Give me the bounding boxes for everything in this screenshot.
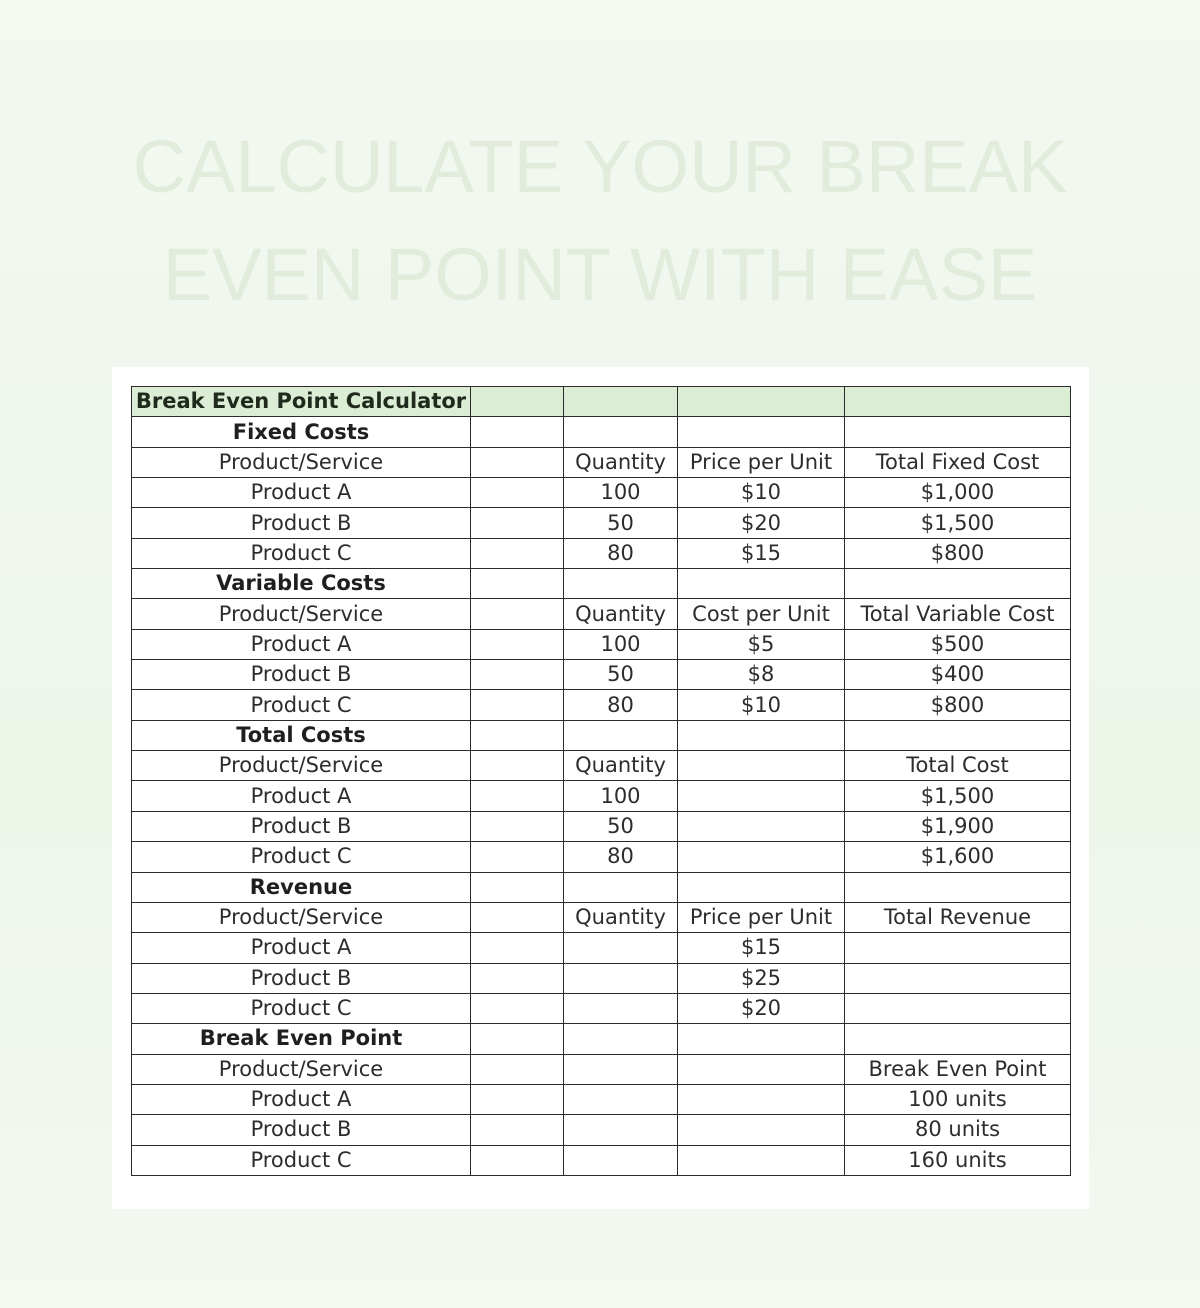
table-row (132, 538, 1071, 568)
table-cell[interactable]: Product C (132, 1145, 471, 1175)
table-cell[interactable]: $800 (845, 538, 1071, 568)
table-cell[interactable] (845, 993, 1071, 1023)
table-cell[interactable] (471, 993, 564, 1023)
table-row (132, 508, 1071, 538)
table-cell[interactable]: Product A (132, 629, 471, 659)
table-cell[interactable]: $1,500 (845, 781, 1071, 811)
table-cell[interactable] (471, 629, 564, 659)
table-row (132, 660, 1071, 690)
break-even-table (131, 386, 1071, 1176)
table-cell[interactable] (471, 933, 564, 963)
table-cell[interactable]: Product A (132, 781, 471, 811)
column-header-cell[interactable]: Break Even Point (845, 1054, 1071, 1084)
table-cell[interactable] (845, 963, 1071, 993)
table-cell[interactable] (564, 569, 678, 599)
column-header-cell[interactable] (471, 599, 564, 629)
column-header-cell[interactable] (471, 1054, 564, 1084)
table-cell[interactable]: 160 units (845, 1145, 1071, 1175)
table-cell[interactable] (845, 933, 1071, 963)
table-cell[interactable]: Product B (132, 660, 471, 690)
table-cell[interactable] (471, 781, 564, 811)
table-cell[interactable] (678, 811, 845, 841)
column-header-cell[interactable] (564, 1054, 678, 1084)
column-header-cell[interactable]: Product/Service (132, 902, 471, 932)
table-cell[interactable]: Product B (132, 811, 471, 841)
table-cell[interactable] (471, 690, 564, 720)
table-cell[interactable] (564, 993, 678, 1023)
table-cell[interactable]: Product C (132, 690, 471, 720)
table-cell[interactable] (471, 720, 564, 750)
table-cell[interactable] (471, 842, 564, 872)
column-header-cell[interactable] (471, 751, 564, 781)
column-header-cell[interactable]: Product/Service (132, 599, 471, 629)
table-cell[interactable]: Product A (132, 478, 471, 508)
column-header-cell[interactable]: Total Variable Cost (845, 599, 1071, 629)
column-header-cell[interactable]: Price per Unit (678, 447, 845, 477)
column-header-row (132, 1054, 1071, 1084)
table-cell[interactable] (678, 569, 845, 599)
table-row (132, 963, 1071, 993)
section-row (132, 720, 1071, 750)
column-header-cell[interactable]: Quantity (564, 599, 678, 629)
table-cell[interactable] (564, 720, 678, 750)
column-header-cell[interactable] (678, 751, 845, 781)
table-cell[interactable] (678, 1024, 845, 1054)
section-title[interactable]: Total Costs (132, 720, 471, 750)
table-cell[interactable]: 80 (564, 538, 678, 568)
table-cell[interactable] (471, 387, 564, 417)
table-cell[interactable] (564, 872, 678, 902)
table-row (132, 629, 1071, 659)
table-row (132, 811, 1071, 841)
table-cell[interactable] (471, 1084, 564, 1114)
column-header-cell[interactable]: Product/Service (132, 1054, 471, 1084)
table-cell[interactable] (564, 933, 678, 963)
table-cell[interactable]: Product C (132, 842, 471, 872)
table-cell[interactable] (564, 963, 678, 993)
table-cell[interactable] (471, 1115, 564, 1145)
table-cell[interactable]: 80 (564, 842, 678, 872)
table-cell[interactable] (678, 1084, 845, 1114)
table-row (132, 478, 1071, 508)
section-title[interactable]: Revenue (132, 872, 471, 902)
table-cell[interactable]: $1,900 (845, 811, 1071, 841)
table-cell[interactable]: Product A (132, 933, 471, 963)
table-cell[interactable]: Product B (132, 1115, 471, 1145)
section-row (132, 872, 1071, 902)
section-row (132, 569, 1071, 599)
section-row (132, 417, 1071, 447)
table-cell[interactable] (845, 417, 1071, 447)
table-cell[interactable] (471, 417, 564, 447)
table-cell[interactable] (678, 720, 845, 750)
table-cell[interactable]: $400 (845, 660, 1071, 690)
section-row (132, 1024, 1071, 1054)
table-cell[interactable] (471, 1145, 564, 1175)
table-cell[interactable]: Product C (132, 993, 471, 1023)
table-cell[interactable] (678, 781, 845, 811)
table-cell[interactable]: Product B (132, 963, 471, 993)
table-cell[interactable] (471, 872, 564, 902)
table-cell[interactable] (471, 508, 564, 538)
table-cell[interactable]: 50 (564, 811, 678, 841)
column-header-cell[interactable]: Quantity (564, 447, 678, 477)
section-title[interactable]: Break Even Point (132, 1024, 471, 1054)
table-cell[interactable]: $1,000 (845, 478, 1071, 508)
column-header-cell[interactable]: Total Cost (845, 751, 1071, 781)
table-cell[interactable]: 80 (564, 690, 678, 720)
table-cell[interactable]: $8 (678, 660, 845, 690)
column-header-cell[interactable]: Cost per Unit (678, 599, 845, 629)
table-cell[interactable] (471, 478, 564, 508)
table-cell[interactable]: $1,500 (845, 508, 1071, 538)
table-cell[interactable]: $25 (678, 963, 845, 993)
column-header-cell[interactable]: Price per Unit (678, 902, 845, 932)
table-cell[interactable]: $15 (678, 933, 845, 963)
column-header-cell[interactable]: Product/Service (132, 751, 471, 781)
column-header-row (132, 447, 1071, 477)
column-header-row (132, 599, 1071, 629)
table-cell[interactable] (471, 569, 564, 599)
table-cell[interactable]: $20 (678, 508, 845, 538)
table-row (132, 781, 1071, 811)
table-row (132, 933, 1071, 963)
table-cell[interactable]: $20 (678, 993, 845, 1023)
table-cell[interactable]: Product B (132, 508, 471, 538)
table-row (132, 690, 1071, 720)
column-header-cell[interactable] (471, 902, 564, 932)
table-cell[interactable] (471, 660, 564, 690)
table-cell[interactable] (471, 538, 564, 568)
column-header-row (132, 751, 1071, 781)
column-header-cell[interactable]: Quantity (564, 751, 678, 781)
column-header-cell[interactable] (678, 1054, 845, 1084)
table-cell[interactable] (678, 1145, 845, 1175)
table-cell[interactable]: $1,600 (845, 842, 1071, 872)
column-header-cell[interactable]: Total Fixed Cost (845, 447, 1071, 477)
column-header-cell[interactable]: Total Revenue (845, 902, 1071, 932)
table-row (132, 1115, 1071, 1145)
headline-line-2: EVEN POINT WITH EASE (162, 233, 1038, 316)
table-cell[interactable]: 100 units (845, 1084, 1071, 1114)
table-row (132, 993, 1071, 1023)
table-cell[interactable] (678, 842, 845, 872)
table-cell[interactable] (564, 1115, 678, 1145)
table-cell[interactable] (678, 1115, 845, 1145)
table-cell[interactable]: 100 (564, 781, 678, 811)
table-cell[interactable]: 100 (564, 478, 678, 508)
table-cell[interactable] (678, 417, 845, 447)
column-header-row (132, 902, 1071, 932)
table-cell[interactable]: 50 (564, 508, 678, 538)
table-title[interactable]: Break Even Point Calculator (132, 387, 471, 417)
spreadsheet-panel (112, 367, 1089, 1209)
table-cell[interactable] (564, 1024, 678, 1054)
table-cell[interactable]: Product C (132, 538, 471, 568)
table-cell[interactable] (564, 1145, 678, 1175)
table-cell[interactable] (471, 1024, 564, 1054)
section-title[interactable]: Fixed Costs (132, 417, 471, 447)
column-header-cell[interactable]: Product/Service (132, 447, 471, 477)
table-cell[interactable] (845, 1024, 1071, 1054)
table-cell[interactable] (845, 387, 1071, 417)
column-header-cell[interactable]: Quantity (564, 902, 678, 932)
table-cell[interactable]: $10 (678, 478, 845, 508)
table-cell[interactable] (471, 963, 564, 993)
table-cell[interactable]: $5 (678, 629, 845, 659)
table-cell[interactable] (845, 569, 1071, 599)
table-cell[interactable] (564, 1084, 678, 1114)
table-cell[interactable] (471, 811, 564, 841)
table-cell[interactable] (564, 417, 678, 447)
table-cell[interactable]: $800 (845, 690, 1071, 720)
table-cell[interactable]: 50 (564, 660, 678, 690)
table-row (132, 1145, 1071, 1175)
table-cell[interactable]: $15 (678, 538, 845, 568)
table-row (132, 1084, 1071, 1114)
table-cell[interactable]: $10 (678, 690, 845, 720)
table-cell[interactable] (845, 872, 1071, 902)
table-cell[interactable] (678, 387, 845, 417)
table-cell[interactable] (845, 720, 1071, 750)
column-header-cell[interactable] (471, 447, 564, 477)
table-cell[interactable] (678, 872, 845, 902)
table-row (132, 842, 1071, 872)
table-title-row (132, 387, 1071, 417)
table-cell[interactable]: 80 units (845, 1115, 1071, 1145)
table-cell[interactable]: $500 (845, 629, 1071, 659)
table-cell[interactable]: Product A (132, 1084, 471, 1114)
headline-line-1: CALCULATE YOUR BREAK (132, 125, 1068, 208)
section-title[interactable]: Variable Costs (132, 569, 471, 599)
table-cell[interactable]: 100 (564, 629, 678, 659)
table-cell[interactable] (564, 387, 678, 417)
